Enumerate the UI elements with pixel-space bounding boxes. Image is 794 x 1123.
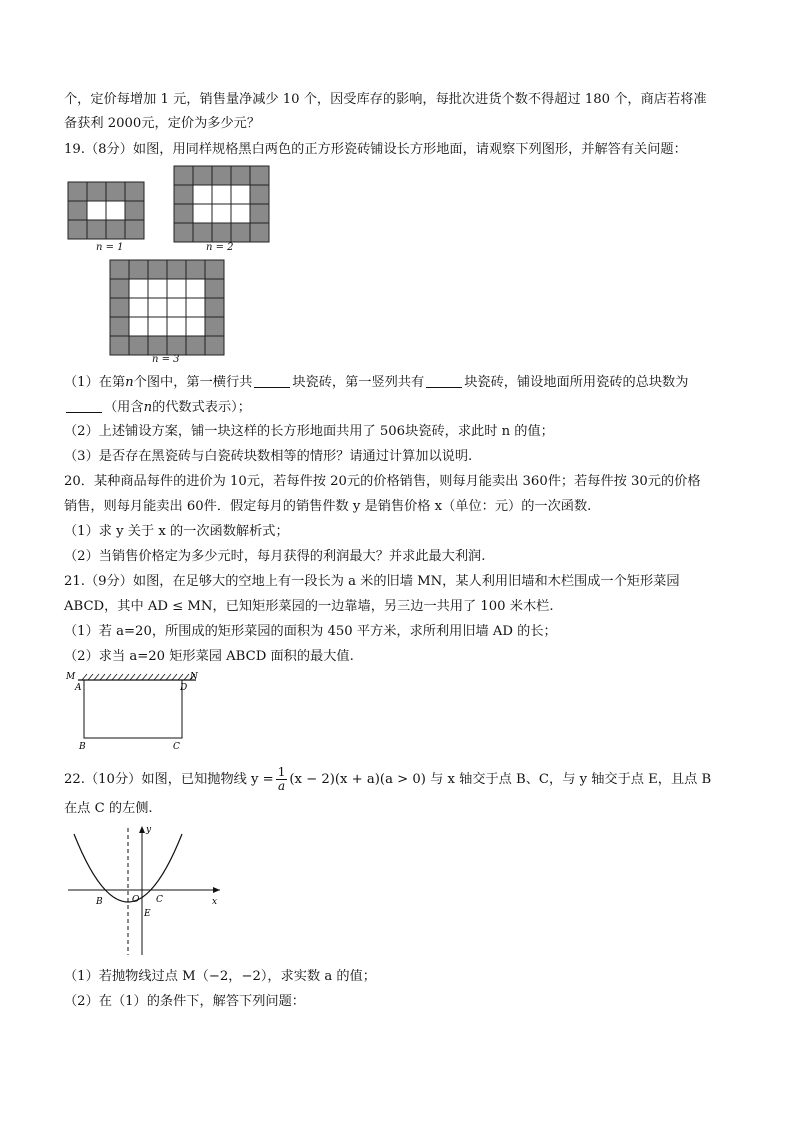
- black-tile: [129, 336, 148, 355]
- text-line-1: 个，定价每增加 1 元，销售量净减少 10 个，因受库存的影响，每批次进货个数不得超过 180 个，商店若将准: [64, 92, 707, 107]
- label-c-point: C: [156, 895, 163, 905]
- label-b-point: B: [96, 897, 103, 907]
- white-tile: [129, 279, 148, 298]
- white-tile: [186, 279, 205, 298]
- wall-hatch: [136, 674, 141, 680]
- wall-hatch: [178, 674, 183, 680]
- white-tile: [106, 201, 125, 220]
- black-tile: [205, 298, 224, 317]
- answer-blank-1[interactable]: [254, 373, 290, 388]
- white-tile: [167, 298, 186, 317]
- black-tile: [212, 223, 231, 242]
- white-tile: [167, 279, 186, 298]
- wall-hatch: [148, 674, 153, 680]
- tile-grid-1: [68, 182, 144, 239]
- question-19-part-3: （3）是否存在黑瓷砖与白瓷砖块数相等的情形？请通过计算加以说明.: [64, 449, 473, 464]
- black-tile: [106, 220, 125, 239]
- white-tile: [148, 298, 167, 317]
- wall-hatch: [160, 674, 165, 680]
- black-tile: [205, 279, 224, 298]
- label-x: x: [212, 897, 218, 907]
- white-tile: [129, 298, 148, 317]
- tile-caption-3: n = 3: [152, 354, 180, 365]
- answer-blank-3[interactable]: [66, 398, 102, 413]
- white-tile: [148, 317, 167, 336]
- wall-hatch: [184, 674, 189, 680]
- black-tile: [167, 336, 186, 355]
- label-d: D: [180, 683, 188, 693]
- question-21-cont: ABCD，其中 AD ≤ MN，已知矩形菜园的一边靠墙，另三边一共用了 100 米木栏.: [64, 599, 554, 614]
- black-tile: [125, 182, 144, 201]
- answer-blank-2[interactable]: [426, 373, 462, 388]
- wall-hatch: [142, 674, 147, 680]
- question-20-part-1: （1）求 y 关于 x 的一次函数解析式；: [64, 524, 289, 539]
- wall-hatch: [130, 674, 135, 680]
- question-20: 20．某种商品每件的进价为 10元，若每件按 20元的价格销售，则每月能卖出 360件；若每件按 30元的价格: [64, 474, 701, 489]
- white-tile: [129, 317, 148, 336]
- white-tile: [87, 201, 106, 220]
- black-tile: [250, 223, 269, 242]
- garden-figure: [62, 668, 212, 758]
- black-tile: [148, 336, 167, 355]
- black-tile: [231, 166, 250, 185]
- black-tile: [110, 317, 129, 336]
- black-tile: [125, 220, 144, 239]
- question-20-part-2: （2）当销售价格定为多少元时，每月获得的利润最大？并求此最大利润.: [64, 549, 486, 564]
- black-tile: [110, 298, 129, 317]
- black-tile: [212, 166, 231, 185]
- black-tile: [174, 166, 193, 185]
- black-tile: [110, 336, 129, 355]
- question-22-part-1: （1）若抛物线过点 M（−2，−2），求实数 a 的值；: [64, 969, 376, 984]
- question-22-cont: 在点 C 的左侧.: [64, 801, 153, 816]
- white-tile: [186, 298, 205, 317]
- label-o: O: [132, 895, 140, 905]
- black-tile: [68, 220, 87, 239]
- question-19-part-1: （1）在第n个图中，第一横行共 块瓷砖，第一竖列共有 块瓷砖，铺设地面所用瓷砖的总块数为: [64, 375, 689, 390]
- wall-hatch: [82, 674, 87, 680]
- question-22-part-2: （2）在（1）的条件下，解答下列问题：: [64, 994, 305, 1009]
- wall-hatch: [166, 674, 171, 680]
- wall-hatch: [88, 674, 93, 680]
- black-tile: [68, 182, 87, 201]
- garden-rectangle: [84, 680, 182, 738]
- question-20-cont: 销售，则每月能卖出 60件．假定每月的销售件数 y 是销售价格 x（单位：元）的一次函数.: [64, 499, 592, 514]
- black-tile: [174, 204, 193, 223]
- question-21-part-2: （2）求当 a=20 矩形菜园 ABCD 面积的最大值.: [64, 649, 354, 664]
- question-19-part-2: （2）上述铺设方案，铺一块这样的长方形地面共用了 506块瓷砖，求此时 n 的值；: [64, 424, 554, 439]
- black-tile: [193, 166, 212, 185]
- black-tile: [110, 260, 129, 279]
- label-y: y: [146, 825, 152, 835]
- black-tile: [125, 201, 144, 220]
- wall-hatch: [118, 674, 123, 680]
- white-tile: [231, 204, 250, 223]
- question-21: 21.（9分）如图，在足够大的空地上有一段长为 a 米的旧墙 MN，某人利用旧墙和木栏围成一个矩形菜园: [64, 574, 680, 589]
- fraction-one-over-a: $\frac{1}{a}$: [277, 765, 286, 793]
- white-tile: [212, 185, 231, 204]
- black-tile: [193, 223, 212, 242]
- black-tile: [186, 336, 205, 355]
- wall-hatch: [172, 674, 177, 680]
- question-22: 22.（10分）如图，已知抛物线 y = $\frac{1}{a}$ (x − 2)(x + a)(a > 0) 与 x 轴交于点 B、C，与 y 轴交于点 E，且点 B: [64, 765, 712, 793]
- black-tile: [148, 260, 167, 279]
- black-tile: [129, 260, 148, 279]
- black-tile: [87, 220, 106, 239]
- label-n: N: [190, 672, 198, 682]
- black-tile: [167, 260, 186, 279]
- label-b: B: [79, 742, 86, 752]
- label-m: M: [66, 672, 76, 682]
- black-tile: [250, 185, 269, 204]
- black-tile: [174, 185, 193, 204]
- wall-hatch: [124, 674, 129, 680]
- x-axis-arrow: [213, 887, 220, 893]
- label-c: C: [173, 742, 180, 752]
- wall-hatch: [100, 674, 105, 680]
- label-a: A: [75, 683, 82, 693]
- black-tile: [68, 201, 87, 220]
- black-tile: [186, 260, 205, 279]
- y-axis-arrow: [139, 826, 145, 833]
- white-tile: [186, 317, 205, 336]
- white-tile: [212, 204, 231, 223]
- wall-hatch: [112, 674, 117, 680]
- tile-grid-3: [110, 260, 224, 355]
- white-tile: [193, 204, 212, 223]
- wall-hatch: [154, 674, 159, 680]
- white-tile: [148, 279, 167, 298]
- black-tile: [250, 204, 269, 223]
- black-tile: [87, 182, 106, 201]
- white-tile: [231, 185, 250, 204]
- black-tile: [250, 166, 269, 185]
- black-tile: [205, 260, 224, 279]
- label-e-point: E: [144, 909, 151, 919]
- black-tile: [205, 336, 224, 355]
- black-tile: [174, 223, 193, 242]
- tile-caption-2: n = 2: [206, 242, 234, 253]
- black-tile: [205, 317, 224, 336]
- wall-hatch: [94, 674, 99, 680]
- tile-figures: [60, 160, 290, 370]
- white-tile: [167, 317, 186, 336]
- text-line-2: 备获利 2000元，定价为多少元？: [64, 116, 261, 131]
- tile-grid-2: [174, 166, 269, 242]
- tile-caption-1: n = 1: [96, 242, 124, 253]
- question-21-part-1: （1）若 a=20，所围成的矩形菜园的面积为 450 平方米，求所利用旧墙 AD 的长；: [64, 624, 557, 639]
- question-19-part-1-cont: （用含n的代数式表示）；: [64, 398, 251, 418]
- wall-hatch: [106, 674, 111, 680]
- white-tile: [193, 185, 212, 204]
- old-wall-mn: [78, 674, 196, 680]
- black-tile: [231, 223, 250, 242]
- question-19: 19.（8分）如图，用同样规格黑白两色的正方形瓷砖铺设长方形地面，请观察下列图形，并解答有关问题：: [64, 142, 687, 157]
- parabola-figure: [60, 820, 230, 960]
- black-tile: [106, 182, 125, 201]
- black-tile: [110, 279, 129, 298]
